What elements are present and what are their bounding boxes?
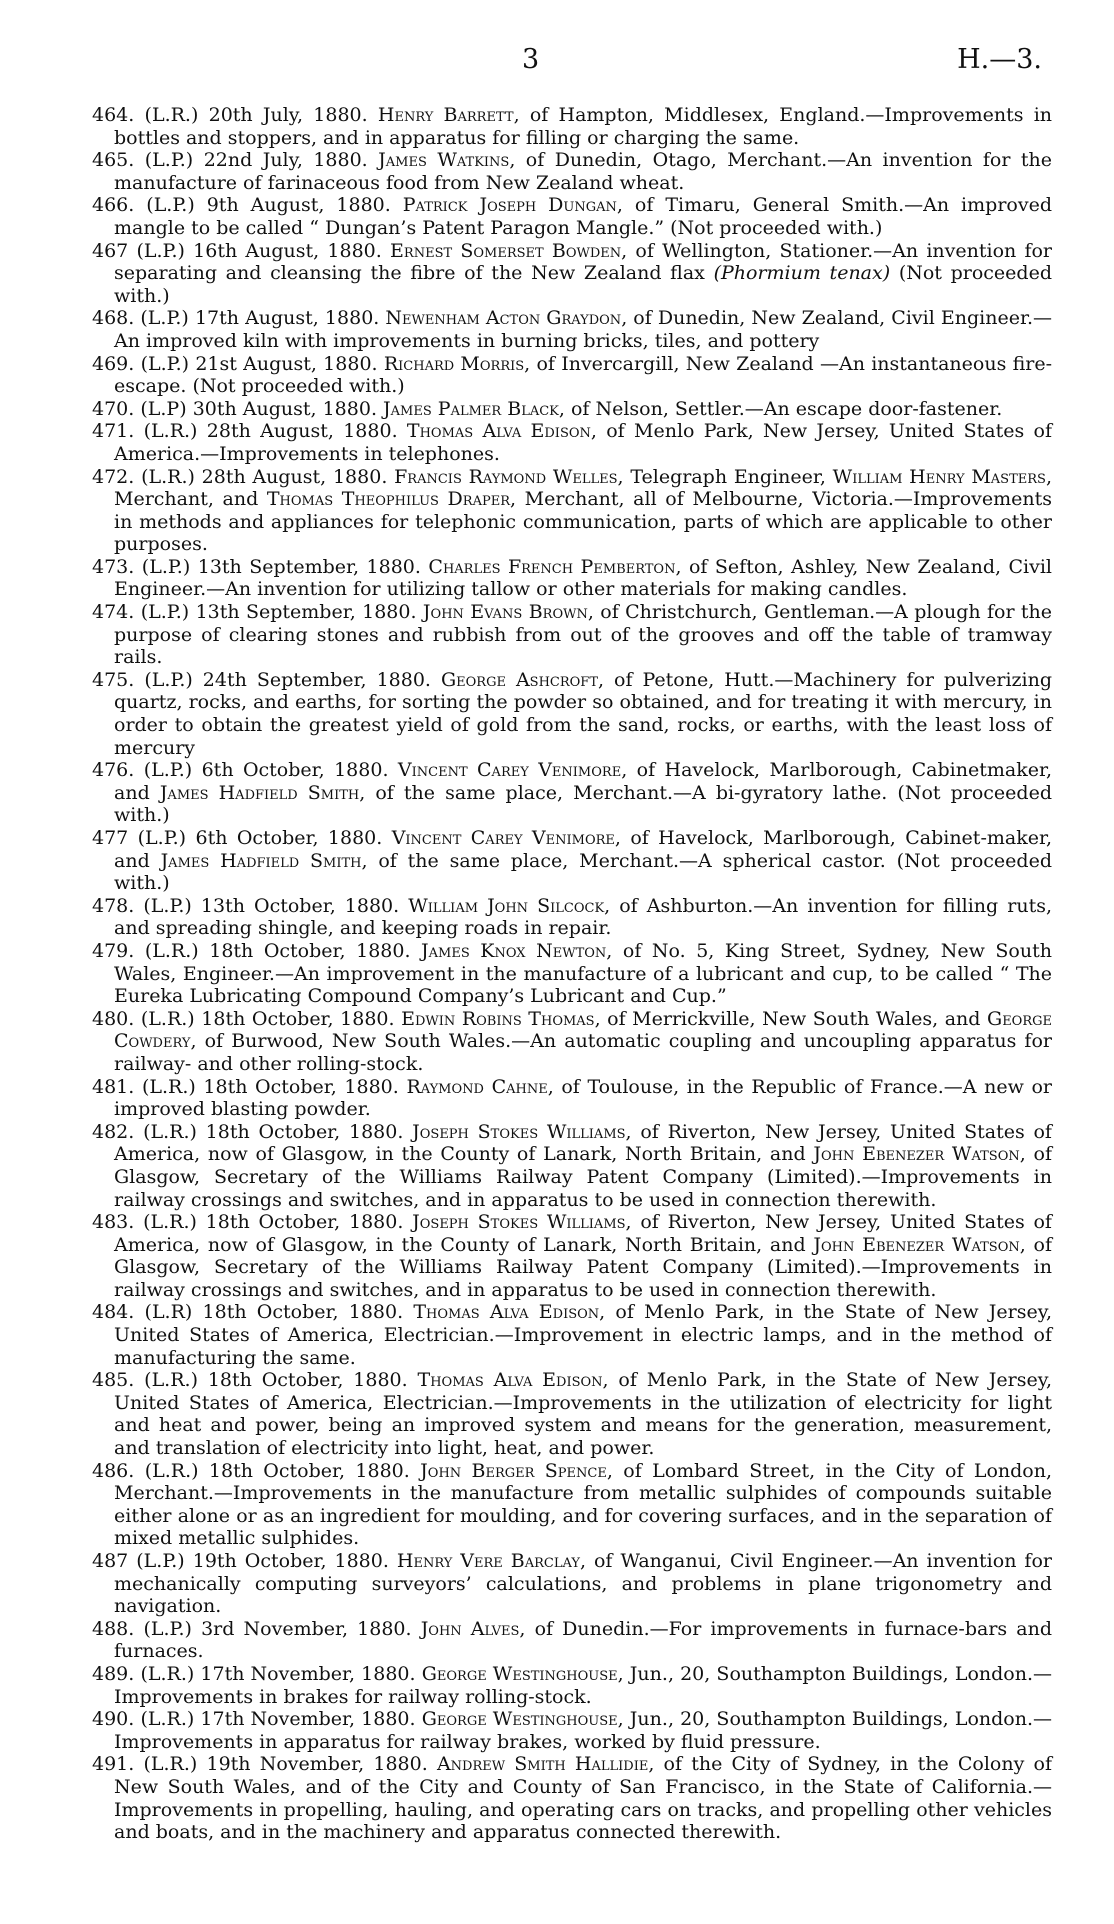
entry-description: , of Ashburton.—An invention for filling ruts, and spreading shingle, and keeping roads in repair. [114, 894, 1052, 940]
entry-type: (L.R.) [141, 1075, 196, 1098]
applicant-name: John Alves [420, 1617, 520, 1640]
entry-type: (L.P.) [144, 668, 193, 691]
entry-description: , of Lombard Street, in the City of London, Merchant.—Improvements in the manufacture from metallic sulphides of compounds suitable either alone or as an ingredient for moulding, and for covering surfaces, and in the separation of mixed metallic sulphides. [114, 1459, 1053, 1550]
entry-description: , Jun., 20, Southampton Buildings, London.—Improvements in apparatus for railway brakes, worked by fluid pressure. [114, 1708, 1052, 1753]
entry-type: (L.R.) [141, 465, 195, 488]
entry-description: , of the same place, Merchant.—A spherical castor. (Not proceeded with.) [114, 849, 1052, 895]
entry-date: 16th August, 1880. [193, 239, 382, 262]
applicant-name: Vincent Carey Venimore [397, 759, 622, 782]
entry-description: , of Dunedin, New Zealand, Civil Engineer.—An improved kiln with improvements in burning bricks, tiles, and pottery [114, 307, 1052, 352]
entry-type: (L.R.) [143, 1753, 198, 1776]
entry-number: 477 [92, 827, 129, 849]
patent-entry [92, 1460, 1052, 1550]
entry-type: (L.R.) [143, 420, 198, 443]
entry-description: , Merchant, and [114, 465, 1052, 511]
patent-entry [92, 1076, 1052, 1121]
entry-date: 18th October, 1880. [209, 939, 411, 962]
entry-number: 488. [92, 1617, 135, 1640]
entry-date: 17th August, 1880. [194, 307, 380, 330]
entry-number: 465. [92, 149, 135, 172]
document-page [92, 44, 1052, 1844]
entry-date: 28th August, 1880. [206, 420, 398, 443]
entry-description: , of Menlo Park, in the State of New Jersey, United States of America, Electrician.—Improvements in the utilization of electricity for light and heat and power, being an improved system and means for the generation, measurement, and translation of electricity into light, heat, and power. [114, 1369, 1052, 1460]
entry-description: , of Riverton, New Jersey, United States of America, now of Glasgow, in the County of Lanark, North Britain, and [114, 1211, 1052, 1256]
entry-number: 472. [92, 465, 135, 488]
patent-entry [92, 104, 1052, 149]
entry-date: 18th October, 1880. [203, 1075, 399, 1098]
entry-type: (L.P.) [143, 759, 193, 782]
patent-entry [92, 895, 1052, 940]
entry-type: (L.P.) [143, 1617, 192, 1640]
patent-entry [92, 420, 1052, 465]
entry-date: 6th October, 1880. [195, 827, 383, 849]
entry-date: 13th September, 1880. [195, 601, 417, 624]
entry-italic-term: (Phormium tenax) [713, 262, 891, 285]
entry-number: 479. [92, 939, 135, 962]
entry-description: , of the same place, Merchant.—A bi-gyratory lathe. (Not proceeded with.) [114, 781, 1052, 827]
applicant-name: Thomas Alva Edison [413, 1301, 600, 1324]
applicant-name: John Berger Spence [420, 1459, 607, 1482]
entry-date: 9th August, 1880. [206, 194, 391, 217]
entry-number: 481. [92, 1075, 135, 1098]
entry-description: , of Christchurch, Gentleman.—A plough for the purpose of clearing stones and rubbish from out of the grooves and off the table of tramway rails. [114, 601, 1053, 669]
entry-description: , Telegraph Engineer, [617, 465, 833, 488]
patent-entry [92, 466, 1052, 556]
applicant-name: Thomas Alva Edison [417, 1369, 603, 1392]
applicant-name: John Ebenezer Watson [813, 1233, 1020, 1256]
entry-date: 24th September, 1880. [202, 668, 431, 691]
entry-description: , Merchant, all of Melbourne, Victoria.—Improvements in methods and appliances for telephonic communication, parts of which are applicable to other purposes. [114, 488, 1052, 556]
applicant-name: Vincent Carey Venimore [391, 827, 615, 849]
entry-description: , of No. 5, King Street, Sydney, New South Wales, Engineer.—An improvement in the manufacture of a lubricant and cup, to be called “ The Eureka Lubricating Compound Company’s Lubricant and Cup.” [114, 939, 1052, 1008]
patent-entry [92, 1121, 1052, 1211]
entry-type: (L.P) [140, 397, 187, 420]
entry-date: 22nd July, 1880. [203, 149, 368, 172]
entry-date: 19th November, 1880. [206, 1753, 428, 1776]
entry-type: (L.R) [144, 1301, 193, 1324]
patent-entry [92, 1550, 1052, 1618]
applicant-name: Richard Morris [383, 352, 525, 375]
applicant-name: James Knox Newton [421, 939, 607, 962]
entry-description: , of Nelson, Settler.—An escape door-fastener. [558, 397, 1003, 420]
entry-number: 468. [92, 307, 135, 330]
patent-entry [92, 1369, 1052, 1459]
applicant-name: George Westinghouse [421, 1662, 618, 1685]
patent-entry [92, 1708, 1052, 1753]
entry-number: 485. [92, 1369, 135, 1392]
entry-number: 480. [92, 1007, 135, 1030]
entry-description: , of Toulouse, in the Republic of France.—A new or improved blasting powder. [114, 1075, 1052, 1121]
page-header [92, 44, 1052, 90]
patent-entry [92, 827, 1052, 895]
entry-type: (L.P.) [140, 307, 189, 330]
patent-entry [92, 1211, 1052, 1301]
entry-description: , Jun., 20, Southampton Buildings, London.—Improvements in brakes for railway rolling-stock. [114, 1662, 1052, 1708]
entry-number: 484. [92, 1301, 135, 1324]
entry-description: , of Sefton, Ashley, New Zealand, Civil Engineer.—An invention for utilizing tallow or other materials for making candles. [114, 555, 1053, 601]
entry-date: 19th October, 1880. [192, 1550, 389, 1572]
patent-entry [92, 307, 1052, 352]
patent-entries-list [92, 104, 1052, 1844]
applicant-name: John Ebenezer Watson [813, 1143, 1020, 1166]
entry-number: 478. [92, 894, 135, 917]
applicant-name: Joseph Stokes Williams [412, 1120, 626, 1143]
entry-type: (L.R.) [144, 939, 199, 962]
entry-type: (L.P.) [146, 194, 195, 217]
entry-description: , of Glasgow, Secretary of the Williams Railway Patent Company (Limited).—Improvements in railway crossings and switches, and in apparatus to be used in connection therewith. [114, 1143, 1052, 1211]
applicant-name: James Watkins [378, 149, 510, 172]
entry-date: 18th October, 1880. [205, 1120, 404, 1143]
entry-description: , of Dunedin, Otago, Merchant.—An invention for the manufacture of farinaceous food from New Zealand wheat. [114, 149, 1052, 194]
entry-type: (L.R.) [143, 1120, 197, 1143]
applicant-name: William John Silcock [408, 894, 605, 917]
applicant-name: George Ashcroft [440, 668, 598, 691]
applicant-name: Patrick Joseph Dungan [402, 194, 617, 217]
entry-description: , of Menlo Park, in the State of New Jersey, United States of America, Electrician.—Improvement in electric lamps, and in the method of manufacturing the same. [114, 1301, 1052, 1369]
applicant-name: Joseph Stokes Williams [412, 1211, 626, 1234]
entry-type: (L.P.) [141, 555, 191, 578]
applicant-name: Charles French Pemberton [428, 555, 676, 578]
entry-number: 475. [92, 668, 135, 691]
patent-entry [92, 1301, 1052, 1369]
entry-number: 482. [92, 1120, 135, 1143]
entry-date: 18th October, 1880. [208, 1459, 410, 1482]
entry-number: 489. [92, 1662, 135, 1685]
entry-number: 490. [92, 1708, 135, 1731]
entry-number: 474. [92, 601, 135, 624]
entry-date: 13th September, 1880. [197, 555, 421, 578]
entry-description-tail: (Not proceeded with.) [114, 262, 1052, 307]
entry-date: 17th November, 1880. [200, 1708, 416, 1731]
entry-type: (L.R.) [140, 1708, 195, 1731]
entry-date: 30th August, 1880. [192, 397, 377, 420]
entry-date: 20th July, 1880. [208, 104, 368, 126]
applicant-name: George Westinghouse [421, 1708, 618, 1731]
entry-description: , of Menlo Park, New Jersey, United States of America.—Improvements in telephones. [114, 420, 1052, 465]
applicant-name: James Hadfield Smith [160, 849, 362, 872]
document-reference: H.—3. [957, 44, 1042, 75]
entry-description: , of Timaru, General Smith.—An improved mangle to be called “ Dungan’s Patent Paragon Mangle.” (Not proceeded with.) [114, 194, 1052, 239]
entry-date: 28th August, 1880. [201, 465, 388, 488]
entry-description: , of Merrickville, New South Wales, and [594, 1007, 988, 1030]
entry-type: (L.R.) [144, 1459, 199, 1482]
patent-entry [92, 940, 1052, 1008]
entry-type: (L.P.) [137, 827, 187, 849]
patent-entry [92, 353, 1052, 398]
patent-entry [92, 759, 1052, 827]
entry-description: , of Riverton, New Jersey, United States of America, now of Glasgow, in the County of Lanark, North Britain, and [114, 1120, 1052, 1166]
entry-date: 6th October, 1880. [201, 759, 389, 782]
entry-date: 17th November, 1880. [200, 1662, 416, 1685]
patent-entry [92, 1008, 1052, 1076]
applicant-name: George Cowdery [114, 1007, 1053, 1053]
entry-type: (L.P.) [143, 894, 192, 917]
entry-description: , of Havelock, Marlborough, Cabinetmaker, and [114, 759, 1052, 804]
entry-date: 18th October, 1880. [201, 1007, 395, 1030]
entry-type: (L.R.) [140, 1662, 195, 1685]
entry-number: 469. [92, 352, 135, 375]
entry-number: 476. [92, 759, 135, 782]
entry-number: 466. [92, 194, 135, 217]
entry-type: (L.P.) [144, 149, 194, 172]
entry-description: , of Petone, Hutt.—Machinery for pulverizing quartz, rocks, and earths, for sorting the powder so obtained, and for treating it with mercury, in order to obtain the greatest yield of gold from the sand, rocks, or earths, with the least loss of mercury [114, 668, 1053, 759]
entry-date: 13th October, 1880. [200, 894, 400, 917]
applicant-name: William Henry Masters [832, 465, 1046, 488]
entry-number: 487 [92, 1550, 129, 1572]
entry-date: 3rd November, 1880. [201, 1617, 412, 1640]
applicant-name: Raymond Cahne [406, 1075, 548, 1098]
applicant-name: Thomas Theophilus Draper [266, 488, 510, 511]
applicant-name: John Evans Brown [422, 601, 588, 624]
patent-entry [92, 1663, 1052, 1708]
entry-type: (L.R.) [140, 1007, 195, 1030]
applicant-name: Henry Barrett [377, 104, 514, 126]
applicant-name: Newenham Acton Graydon [385, 307, 622, 330]
entry-number: 491. [92, 1753, 135, 1776]
entry-number: 483. [92, 1211, 135, 1234]
patent-entry [92, 1618, 1052, 1663]
entry-type: (L.R.) [143, 1211, 197, 1234]
patent-entry [92, 398, 1052, 421]
page-number: 3 [522, 44, 540, 75]
patent-entry [92, 556, 1052, 601]
entry-type: (L.P.) [140, 601, 190, 624]
patent-entry [92, 669, 1052, 759]
patent-entry [92, 1753, 1052, 1843]
entry-number: 471. [92, 420, 135, 443]
entry-description: , of Wanganui, Civil Engineer.—An invention for mechanically computing surveyors’ calculations, and problems in plane trigonometry and navigation. [114, 1550, 1052, 1618]
entry-number: 486. [92, 1459, 135, 1482]
applicant-name: James Palmer Black [383, 397, 559, 420]
entry-type: (L.R.) [144, 1369, 198, 1392]
entry-date: 18th October, 1880. [205, 1211, 404, 1234]
entry-number: 470. [92, 397, 135, 420]
entry-description: , of Burwood, New South Wales.—An automatic coupling and uncoupling apparatus for railway- and other rolling-stock. [114, 1030, 1052, 1075]
applicant-name: Thomas Alva Edison [406, 420, 591, 443]
applicant-name: Andrew Smith Hallidie [436, 1753, 649, 1776]
entry-date: 18th October, 1880. [202, 1301, 404, 1324]
patent-entry [92, 601, 1052, 669]
applicant-name: Ernest Somerset Bowden [390, 239, 622, 262]
patent-entry [92, 194, 1052, 239]
applicant-name: Francis Raymond Welles [394, 465, 618, 488]
entry-number: 464. [92, 104, 135, 126]
entry-date: 21st August, 1880. [195, 352, 378, 375]
patent-entry [92, 240, 1052, 308]
entry-description: , of the City of Sydney, in the Colony of New South Wales, and of the City and County of San Francisco, in the State of California.—Improvements in propelling, hauling, and operating cars on tracks, and propelling other vehicles and boats, and in the machinery and apparatus connected therewith. [114, 1753, 1052, 1844]
entry-type: (L.P.) [136, 239, 185, 262]
entry-type: (L.R.) [144, 104, 199, 126]
entry-description: , of Dunedin.—For improvements in furnace-bars and furnaces. [114, 1617, 1053, 1663]
applicant-name: James Hadfield Smith [159, 781, 360, 804]
applicant-name: Henry Vere Barclay [396, 1550, 580, 1572]
entry-description: , of Wellington, Stationer.—An invention for separating and cleansing the fibre of the New Zealand flax [114, 239, 1053, 285]
entry-description: , of Invercargill, New Zealand —An instantaneous fire-escape. (Not proceeded with.) [114, 352, 1053, 398]
entry-date: 18th October, 1880. [207, 1369, 408, 1392]
patent-entry [92, 149, 1052, 194]
entry-type: (L.P.) [140, 352, 190, 375]
entry-type: (L.P.) [136, 1550, 185, 1572]
entry-number: 467 [92, 239, 129, 262]
entry-description: , of Hampton, Middlesex, England.—Improvements in bottles and stoppers, and in apparatus for filling or charging the same. [114, 104, 1053, 149]
applicant-name: Edwin Robins Thomas [401, 1007, 595, 1030]
entry-description: , of Glasgow, Secretary of the Williams Railway Patent Company (Limited).—Improvements in railway crossings and switches, and in apparatus to be used in connection therewith. [114, 1233, 1052, 1301]
entry-description: , of Havelock, Marlborough, Cabinet-maker, and [114, 827, 1052, 872]
entry-number: 473. [92, 555, 135, 578]
